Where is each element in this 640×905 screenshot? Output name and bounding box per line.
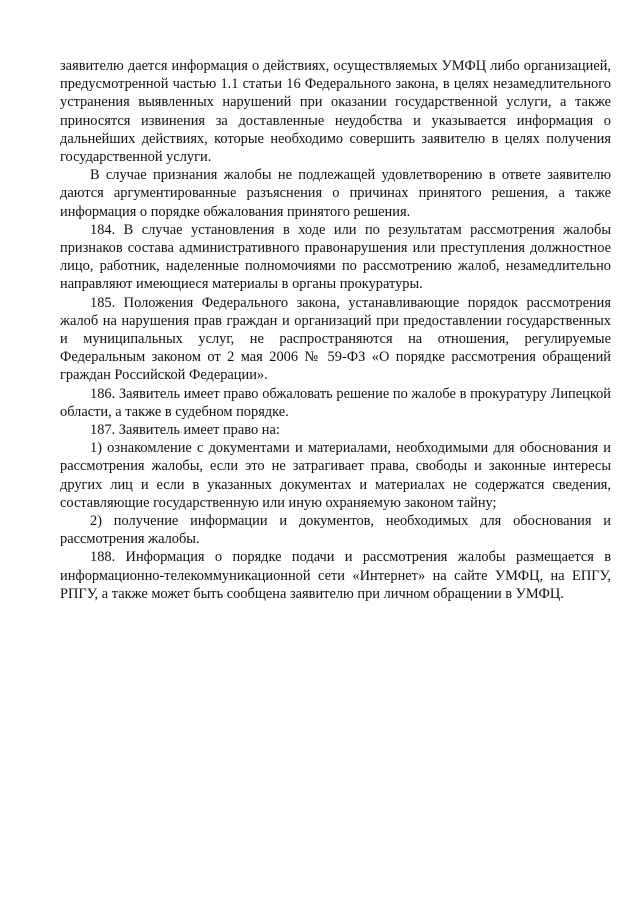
paragraph-187: 187. Заявитель имеет право на:: [90, 422, 280, 439]
paragraph-187-item-1: 1) ознакомление с документами и материалами, необходимыми для обоснования и рассмотрения жалобы, если это не затрагивает права, свободы и законные интересы других лиц и если в указанных документах и материалах не содержатся сведения, составляющие государственную или иную охраняемую законом тайну;: [60, 440, 611, 511]
paragraph-188: 188. Информация о порядке подачи и рассмотрения жалобы размещается в информационно-телекоммуникационной сети «Интернет» на сайте УМФЦ, на ЕПГУ, РПГУ, а также может быть сообщена заявителю при личном обращении в УМФЦ.: [60, 549, 611, 602]
paragraph-187-item-2: 2) получение информации и документов, необходимых для обоснования и рассмотрения жалобы.: [60, 513, 611, 548]
paragraph-186: 186. Заявитель имеет право обжаловать решение по жалобе в прокуратуру Липецкой области, а также в судебном порядке.: [60, 385, 611, 420]
paragraph-continuation: заявителю дается информация о действиях, осуществляемых УМФЦ либо организацией, предусмотренной частью 1.1 статьи 16 Федерального закона, в целях незамедлительного устранения выявленных нарушений при оказании государственной услуги, а также приносятся извинения за доставленные неудобства и указывается информация о дальнейших действиях, которые необходимо совершить заявителю в целях получения государственной услуги.: [60, 58, 611, 166]
paragraph-184: 184. В случае установления в ходе или по результатам рассмотрения жалобы признаков состава административного правонарушения или преступления должностное лицо, работник, наделенные полномочиями по рассмотрению жалоб, незамедлительно направляют имеющиеся материалы в органы прокуратуры.: [60, 221, 611, 293]
paragraph-185: 185. Положения Федерального закона, устанавливающие порядок рассмотрения жалоб на нарушения прав граждан и организаций при предоставлении государственных и муниципальных услуг, не распространяются на отношения, регулируемые Федеральным законом от 2 мая 2006 № 59-ФЗ «О порядке рассмотрения обращений граждан Российской Федерации».: [60, 294, 611, 384]
paragraph-rejection: В случае признания жалобы не подлежащей удовлетворению в ответе заявителю даются аргументированные разъяснения о причинах принятого решения, а также информация о порядке обжалования принятого решения.: [60, 167, 611, 220]
document-page: [60, 57, 611, 603]
